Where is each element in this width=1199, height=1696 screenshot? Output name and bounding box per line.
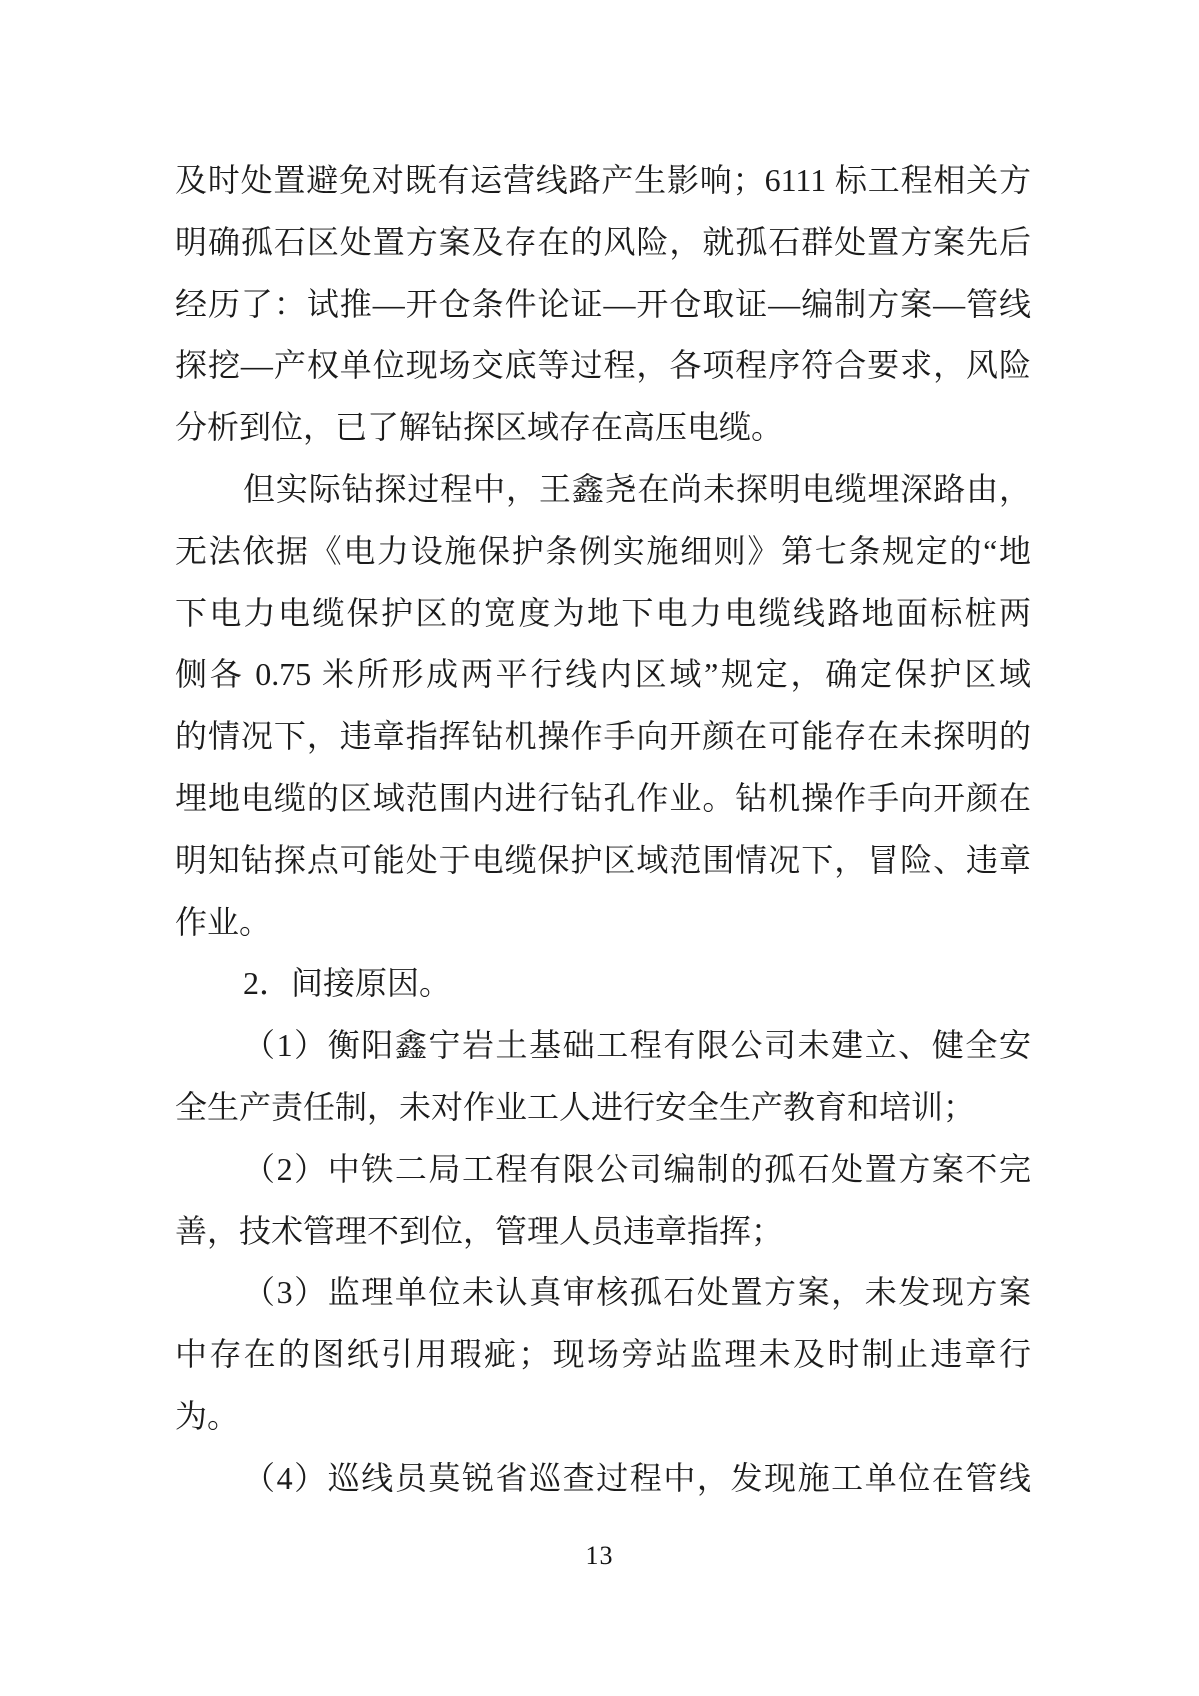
text-line: 全生产责任制，未对作业工人进行安全生产教育和培训； xyxy=(175,1088,976,1125)
text-line: 明确孤石区处置方案及存在的风险，就孤石群处置方案先后 xyxy=(175,223,1031,260)
text-line: 下电力电缆保护区的宽度为地下电力电缆线路地面标桩两 xyxy=(175,594,1031,631)
text-line: 侧各 0.75 米所形成两平行线内区域”规定，确定保护区域 xyxy=(175,656,1031,693)
text-line: 2．间接原因。 xyxy=(243,965,452,1002)
text-line: （4）巡线员莫锐省巡查过程中，发现施工单位在管线 xyxy=(243,1459,1031,1496)
text-line: 分析到位，已了解钻探区域存在高压电缆。 xyxy=(175,409,784,446)
text-line: （2）中铁二局工程有限公司编制的孤石处置方案不完 xyxy=(243,1150,1031,1187)
text-line: （1）衡阳鑫宁岩土基础工程有限公司未建立、健全安 xyxy=(243,1027,1031,1064)
text-line: 但实际钻探过程中，王鑫尧在尚未探明电缆埋深路由， xyxy=(243,470,1031,507)
text-line: 经历了：试推—开仓条件论证—开仓取证—编制方案—管线 xyxy=(175,285,1031,322)
page-footer xyxy=(0,1541,1199,1571)
text-line: 及时处置避免对既有运营线路产生影响；6111 标工程相关方 xyxy=(175,162,1031,198)
text-line: 无法依据《电力设施保护条例实施细则》第七条规定的“地 xyxy=(175,532,1031,569)
text-line: 的情况下，违章指挥钻机操作手向开颜在可能存在未探明的 xyxy=(175,718,1031,755)
text-line: 善，技术管理不到位，管理人员违章指挥； xyxy=(175,1212,784,1249)
page-number: 13 xyxy=(585,1541,614,1570)
text-line: 中存在的图纸引用瑕疵；现场旁站监理未及时制止违章行 xyxy=(175,1336,1031,1373)
text-line: 探挖—产权单位现场交底等过程，各项程序符合要求，风险 xyxy=(175,347,1031,384)
text-line: 作业。 xyxy=(175,903,272,940)
document-body xyxy=(175,150,1031,1510)
text-line: 埋地电缆的区域范围内进行钻孔作业。钻机操作手向开颜在 xyxy=(175,779,1031,816)
text-line: （3）监理单位未认真审核孤石处置方案，未发现方案 xyxy=(243,1274,1031,1311)
text-line: 明知钻探点可能处于电缆保护区域范围情况下，冒险、违章 xyxy=(175,841,1031,878)
text-line: 为。 xyxy=(175,1397,240,1434)
